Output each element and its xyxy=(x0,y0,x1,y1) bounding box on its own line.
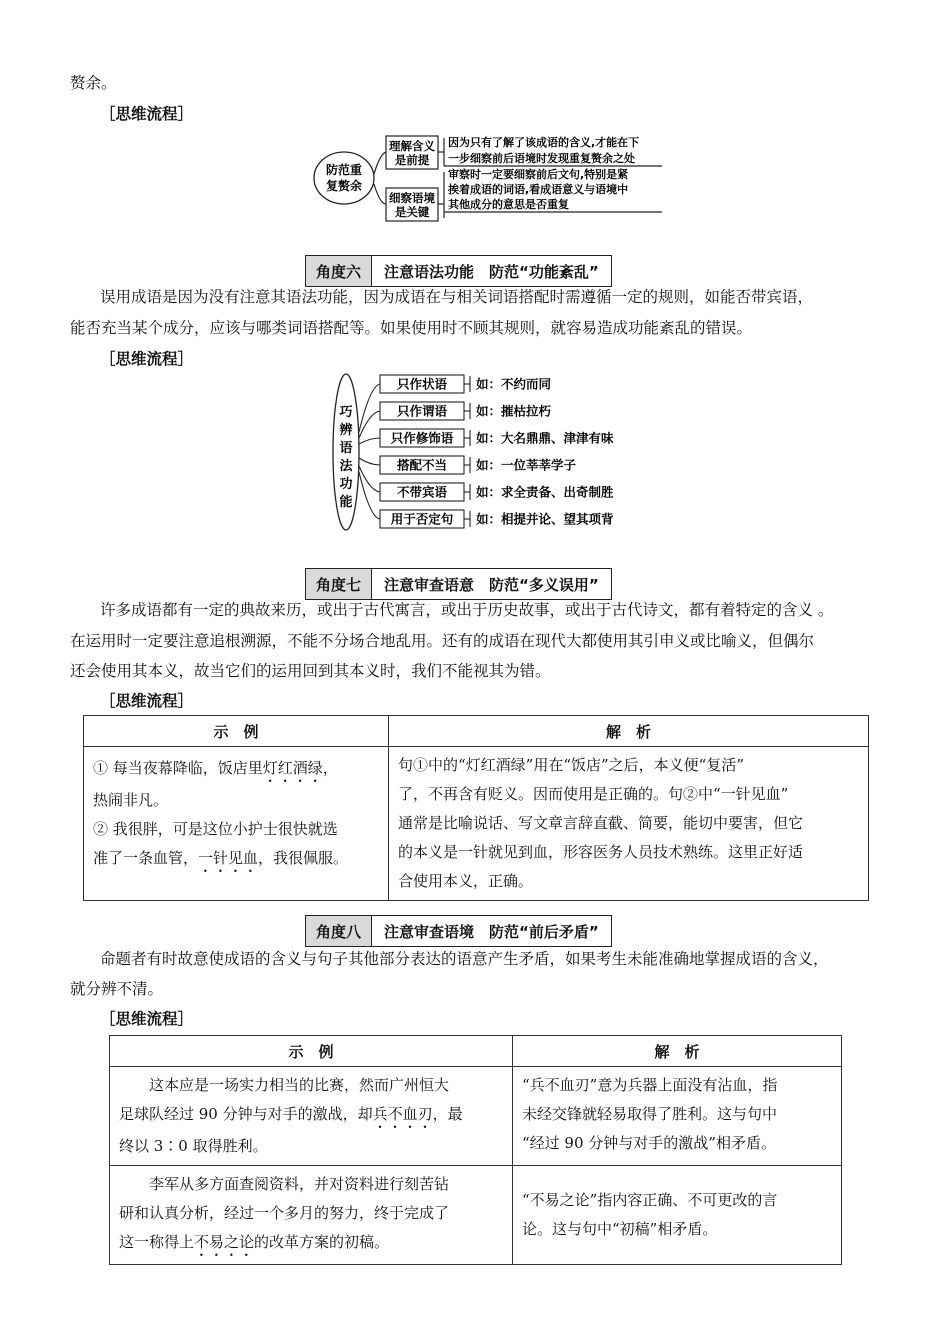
example-cell: 这本应是一场实力相当的比赛，然而广州恒大 足球队经过 90 分钟与对手的激战，却兵不血刃，最 终以 3∶0 取得胜利。 xyxy=(110,1067,513,1166)
idiom-highlight: 不易之论 xyxy=(194,1233,255,1251)
sec6-para-line1: 误用成语是因为没有注意其语法功能，因为成语在与相关词语搭配时需遵循一定的规则，如能否带宾语， xyxy=(100,288,814,306)
think-label-1: ［思维流程］ xyxy=(100,104,194,123)
mm1-box2-line1: 细察语境 xyxy=(389,191,435,205)
section-title: 注意审查语意 防范“多义误用” xyxy=(384,575,599,594)
mm2-branch-example: 如：相提并论、望其项背 xyxy=(476,511,614,527)
think-label-3: ［思维流程］ xyxy=(100,691,194,710)
table-header-analysis: 解 析 xyxy=(389,716,869,747)
analysis-cell: “不易之论”指内容正确、不可更改的言 论。这与句中“初稿”相矛盾。 xyxy=(513,1166,842,1265)
mm2-branch-example: 如：大名鼎鼎、津津有味 xyxy=(476,430,614,446)
section-tag: 角度七 xyxy=(306,569,372,599)
sec8-para-line1: 命题者有时故意使成语的含义与句子其他部分表达的语意产生矛盾，如果考生未能准确地掌握成语的含义， xyxy=(100,950,829,968)
mm2-center-char4: 法 xyxy=(339,459,353,474)
mm2-center-char3: 语 xyxy=(339,441,353,456)
mm2-branch-label: 不带宾语 xyxy=(396,484,448,500)
mm2-branch-label: 搭配不当 xyxy=(396,457,448,473)
table-row xyxy=(110,1166,842,1265)
mm2-branch xyxy=(380,456,577,474)
mm1-center-line2: 复赘余 xyxy=(325,179,363,193)
mm2-branch-label: 用于否定句 xyxy=(390,511,454,527)
intro-tail: 赘余。 xyxy=(70,74,117,92)
example-cell: 李军从多方面查阅资料，并对资料进行刻苦钻 研和认真分析，经过一个多月的努力，终于完成了 这一称得上不易之论的改革方案的初稿。 xyxy=(110,1166,513,1265)
section-title: 注意审查语境 防范“前后矛盾” xyxy=(384,922,599,941)
mm1-branch2-text3: 其他成分的意思是否重复 xyxy=(448,198,569,211)
section-tag: 角度八 xyxy=(306,916,372,946)
mm2-center-char5: 功 xyxy=(339,477,353,492)
sec8-para-line2: 就分辨不清。 xyxy=(70,980,164,998)
table-header-analysis: 解 析 xyxy=(513,1036,842,1067)
mm1-branch1-text2: 一步细察前后语境时发现重复赘余之处 xyxy=(448,152,635,165)
mm2-branch-label: 只作谓语 xyxy=(396,403,448,419)
mm2-center-char6: 能 xyxy=(339,495,353,510)
mm2-branch-label: 只作状语 xyxy=(396,376,448,392)
think-label-4: ［思维流程］ xyxy=(100,1009,194,1028)
analysis-cell: 句①中的“灯红酒绿”用在“饭店”之后，本义便“复活” 了，不再含有贬义。因而使用是正确的。句②中“一针见血” 通常是比喻说话、写文章言辞直截、简要，能切中要害，但它 的本义是一针就见到血，形容医务人员技术熟练。这里正好适 合使用本义，正确。 xyxy=(389,747,869,901)
mm1-branch2-text2: 挨着成语的词语,看成语意义与语境中 xyxy=(448,183,629,196)
sec7-para-line3: 还会使用其本义，故当它们的运用回到其本义时，我们不能视其为错。 xyxy=(70,662,551,680)
mm1-center-line1: 防范重 xyxy=(325,163,363,177)
table-row xyxy=(110,1067,842,1166)
analysis-cell: “兵不血刃”意为兵器上面没有沾血，指 未经交锋就轻易取得了胜利。这与句中 “经过 90 分钟与对手的激战”相矛盾。 xyxy=(513,1067,842,1166)
mm1-box1-line2: 是前提 xyxy=(394,153,430,167)
table-header-example: 示 例 xyxy=(84,716,389,747)
example-table-1 xyxy=(83,715,869,901)
mm1-branch1-text1: 因为只有了解了该成语的含义,才能在下 xyxy=(448,136,640,149)
mindmap-grammar xyxy=(330,372,660,532)
idiom-highlight: 灯红酒绿 xyxy=(262,759,323,777)
section-title: 注意语法功能 防范“功能紊乱” xyxy=(384,262,599,281)
section-header-8 xyxy=(305,915,612,947)
sec7-para-line1: 许多成语都有一定的典故来历，或出于古代寓言，或出于历史故事，或出于古代诗文，都有着特定的含义 。 xyxy=(100,601,834,619)
mm1-box2-line2: 是关键 xyxy=(394,205,430,219)
mm2-branch xyxy=(380,483,614,501)
mm2-branch xyxy=(380,510,614,528)
mm2-branch-example: 如：不约而同 xyxy=(476,376,552,392)
table-row xyxy=(84,747,869,901)
mm1-branch2-text1: 审察时一定要细察前后文句,特别是紧 xyxy=(448,168,629,181)
mm2-branch xyxy=(380,402,552,420)
idiom-highlight: 兵不血刃 xyxy=(372,1105,433,1123)
mm2-branch xyxy=(380,375,552,393)
mindmap-repetition-diagram xyxy=(310,132,670,222)
mm2-branch-example: 如：摧枯拉朽 xyxy=(476,403,552,419)
mm2-branch-label: 只作修饰语 xyxy=(390,430,454,446)
idiom-highlight: 一针见血 xyxy=(198,849,259,867)
mm2-branch xyxy=(380,429,614,447)
example-table-2 xyxy=(109,1035,842,1265)
table-header-example: 示 例 xyxy=(110,1036,513,1067)
think-label-2: ［思维流程］ xyxy=(100,349,194,368)
mm1-box1-line1: 理解含义 xyxy=(389,139,435,153)
example-cell: ① 每当夜幕降临，饭店里灯红酒绿， 热闹非凡。 ② 我很胖，可是这位小护士很快就选 准了一条血管，一针见血，我很佩服。 xyxy=(84,747,389,901)
sec7-para-line2: 在运用时一定要注意追根溯源，不能不分场合地乱用。还有的成语在现代大都使用其引申义或比喻义，但偶尔 xyxy=(70,632,815,650)
sec6-para-line2: 能否充当某个成分，应该与哪类词语搭配等。如果使用时不顾其规则，就容易造成功能紊乱的错误。 xyxy=(70,319,753,337)
mindmap-repetition xyxy=(310,132,670,222)
mm2-center-char2: 辨 xyxy=(339,423,353,438)
mm2-branch-example: 如：一位莘莘学子 xyxy=(476,457,577,473)
mm2-center-char1: 巧 xyxy=(339,405,353,420)
section-tag: 角度六 xyxy=(306,256,372,286)
mindmap-grammar-diagram xyxy=(330,372,660,532)
mm2-branch-example: 如：求全责备、出奇制胜 xyxy=(476,484,614,500)
